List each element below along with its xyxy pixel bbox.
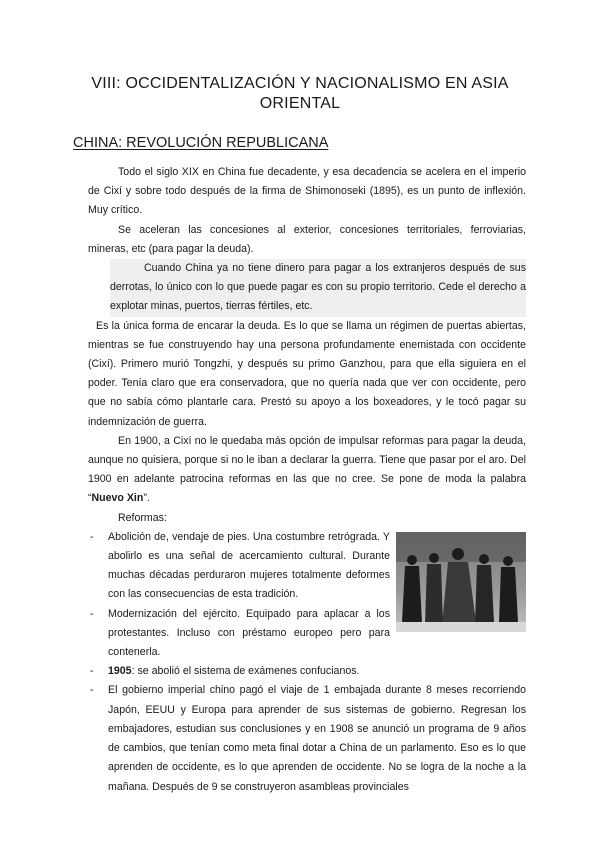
nuevo-xin-bold: Nuevo Xin — [91, 492, 144, 505]
section-heading: CHINA: REVOLUCIÓN REPUBLICANA — [73, 135, 329, 151]
list-dash: - — [90, 665, 94, 678]
paragraph-1: Todo el siglo XIX en China fue decadente, y esa decadencia se acelera en el imperio de Cixí y sobre todo después de la firma de Shimonoseki (1895), es un punto de inflexión. Muy crítico. — [88, 166, 526, 217]
document-title: VIII: OCCIDENTALIZACIÓN Y NACIONALISMO EN ASIA ORIENTAL — [91, 75, 509, 112]
document-body — [88, 163, 526, 797]
paragraph-4-end: ”. — [143, 492, 150, 505]
reformas-list — [88, 528, 526, 797]
reform-year-bold: 1905 — [108, 665, 132, 678]
list-dash: - — [90, 607, 94, 620]
reformas-heading: Reformas: — [118, 511, 167, 524]
list-item — [88, 605, 526, 663]
paragraph-4 — [88, 432, 526, 509]
reform-foot-binding: Abolición de, vendaje de pies. Una costumbre retrógrada. Y abolirlo es una señal de acercamiento cultural. Durante muchas décadas perduraron mujeres totalmente deformes con las consecuencias de esta tradición. — [108, 530, 390, 601]
list-dash: - — [90, 684, 94, 697]
paragraph-2: Se aceleran las concesiones al exterior, concesiones territoriales, ferroviarias, mineras, etc (para pagar la deuda). — [88, 223, 526, 255]
list-dash: - — [90, 530, 94, 543]
paragraph-4-text: En 1900, a Cixí no le quedaba más opción de impulsar reformas para pagar la deuda, aunque no quisiera, porque si no le iban a declarar la guerra. Tiene que pasar por el aro. Del 1900 en adelante patrocina reformas en las que no cree. Se pone de moda la palabra “ — [88, 434, 526, 505]
reform-exams: : se abolió el sistema de exámenes confucianos. — [131, 665, 360, 678]
paragraph-3: Es la única forma de encarar la deuda. Es lo que se llama un régimen de puertas abiertas, mientras se fue construyendo hay una persona profundamente enemistada con occidente (Cixí). Primero murió Tongzhi, y después su primo Ganzhou, para que ella siguiera en el poder. Tenía claro que era conservadora, que no quería nada que ver con occidente, pero que no sabía cómo plantarle cara. Prestó su apoyo a los boxeadores, y le tocó pagar su indemnización de guerra. — [88, 319, 526, 428]
reform-army: Modernización del ejército. Equipado para aplacar a los protestantes. Incluso con préstamo europeo pero para contenerla. — [108, 607, 390, 659]
list-item — [88, 681, 526, 796]
list-item — [88, 662, 526, 681]
reform-embassy: El gobierno imperial chino pagó el viaje de 1 embajada durante 8 meses recorriendo Japón, EEUU y Europa para aprender de sus sistemas de gobierno. Regresan los embajadores, estudian sus conclusiones y en 1908 se anunció un programa de 9 años de cambios, que tenían como meta final dotar a China de un parlamento. Eso es lo que aprenden de occidente, es lo que aprenden de occidente. No se logra de la noche a la mañana. Después de 9 se construyeron asambleas provinciales — [108, 684, 526, 793]
highlighted-quote: Cuando China ya no tiene dinero para pagar a los extranjeros después de sus derrotas, lo único con lo que puede pagar es con su propio territorio. Cede el derecho a explotar minas, puertos, tierras fértiles, etc. — [110, 259, 526, 317]
list-item — [88, 528, 526, 605]
